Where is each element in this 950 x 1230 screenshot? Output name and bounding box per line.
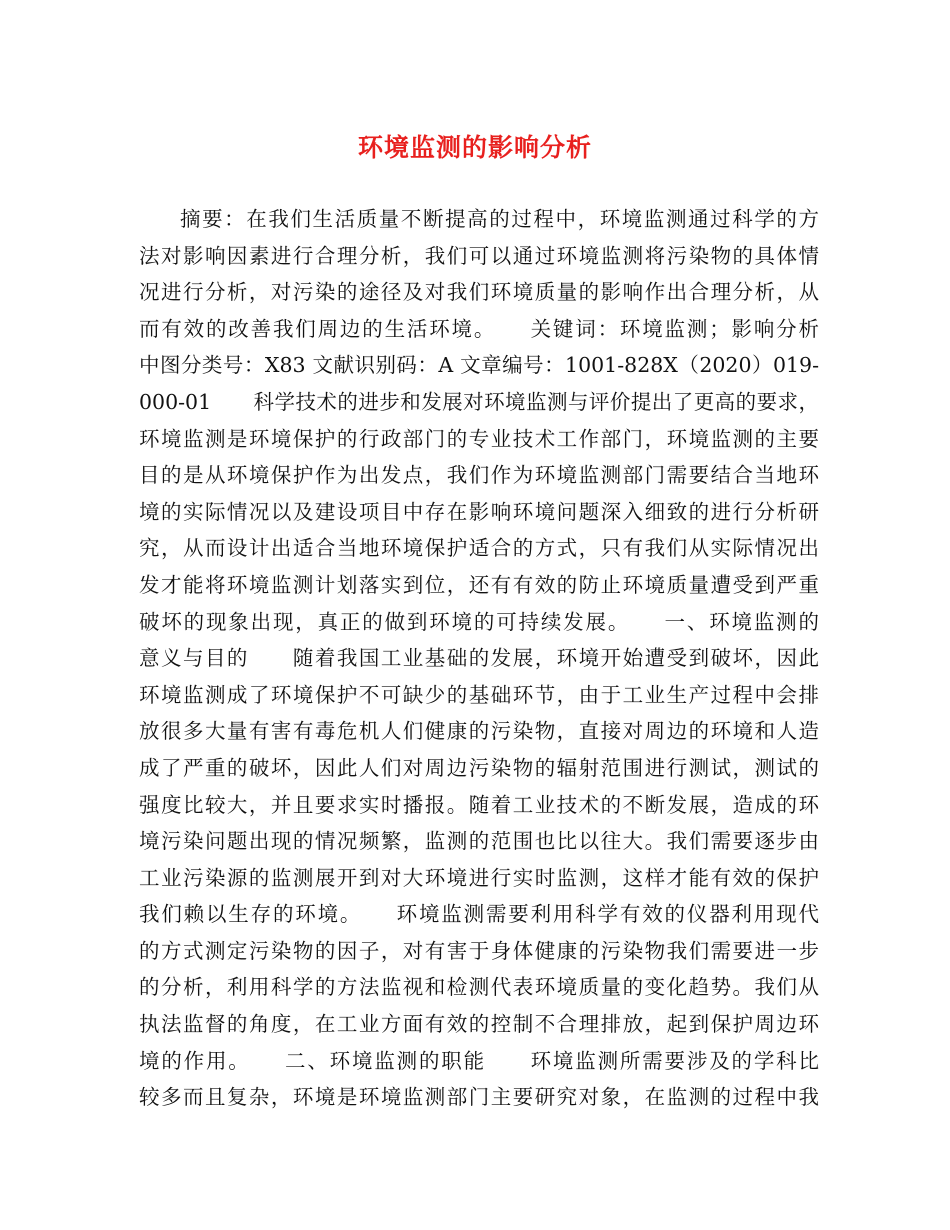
text-line: 放很多大量有害有毒危机人们健康的污染物，直接对周边的环境和人造: [139, 719, 819, 744]
text-line: 境污染问题出现的情况频繁，监测的范围也比以往大。我们需要逐步由: [139, 829, 819, 854]
text-line: 意义与目的 随着我国工业基础的发展，环境开始遭受到破坏，因此: [139, 646, 819, 671]
text-line: 目的是从环境保护作为出发点，我们作为环境监测部门需要结合当地环: [139, 463, 819, 488]
text-line: 工业污染源的监测展开到对大环境进行实时监测，这样才能有效的保护: [139, 865, 819, 890]
text-line: 法对影响因素进行合理分析，我们可以通过环境监测将污染物的具体情: [139, 243, 819, 268]
text-line: 摘要：在我们生活质量不断提高的过程中，环境监测通过科学的方: [180, 207, 819, 231]
text-line: 环境监测是环境保护的行政部门的专业技术工作部门，环境监测的主要: [139, 426, 819, 451]
text-line: 环境监测成了环境保护不可缺少的基础环节，由于工业生产过程中会排: [139, 682, 819, 707]
text-line: 的分析，利用科学的方法监视和检测代表环境质量的变化趋势。我们从: [139, 975, 819, 1000]
text-line: 究，从而设计出适合当地环境保护适合的方式，只有我们从实际情况出: [139, 536, 819, 561]
text-line: 破坏的现象出现，真正的做到环境的可持续发展。 一、环境监测的: [139, 609, 819, 634]
text-line: 000-01 科学技术的进步和发展对环境监测与评价提出了更高的要求，: [139, 389, 819, 414]
text-line: 发才能将环境监测计划落实到位，还有有效的防止环境质量遭受到严重: [139, 572, 819, 597]
text-line: 执法监督的角度，在工业方面有效的控制不合理排放，起到保护周边环: [139, 1012, 819, 1037]
text-line: 我们赖以生存的环境。 环境监测需要利用科学有效的仪器利用现代: [139, 902, 819, 927]
text-line: 况进行分析，对污染的途径及对我们环境质量的影响作出合理分析，从: [139, 280, 819, 305]
document-title: 环境监测的影响分析: [357, 133, 592, 162]
text-line: 成了严重的破坏，因此人们对周边污染物的辐射范围进行测试，测试的: [139, 755, 819, 780]
text-line: 境的作用。 二、环境监测的职能 环境监测所需要涉及的学科比: [139, 1048, 819, 1073]
text-line: 较多而且复杂，环境是环境监测部门主要研究对象，在监测的过程中我: [139, 1085, 819, 1110]
text-line: 强度比较大，并且要求实时播报。随着工业技术的不断发展，造成的环: [139, 792, 819, 817]
text-line: 的方式测定污染物的因子，对有害于身体健康的污染物我们需要进一步: [139, 938, 819, 963]
text-line: 中图分类号：X83 文献识别码：A 文章编号：1001-828X（2020）019-: [139, 353, 819, 378]
text-line: 而有效的改善我们周边的生活环境。 关键词：环境监测；影响分析: [139, 316, 819, 341]
text-line: 境的实际情况以及建设项目中存在影响环境问题深入细致的进行分析研: [139, 499, 819, 524]
document-body: [139, 201, 819, 1116]
